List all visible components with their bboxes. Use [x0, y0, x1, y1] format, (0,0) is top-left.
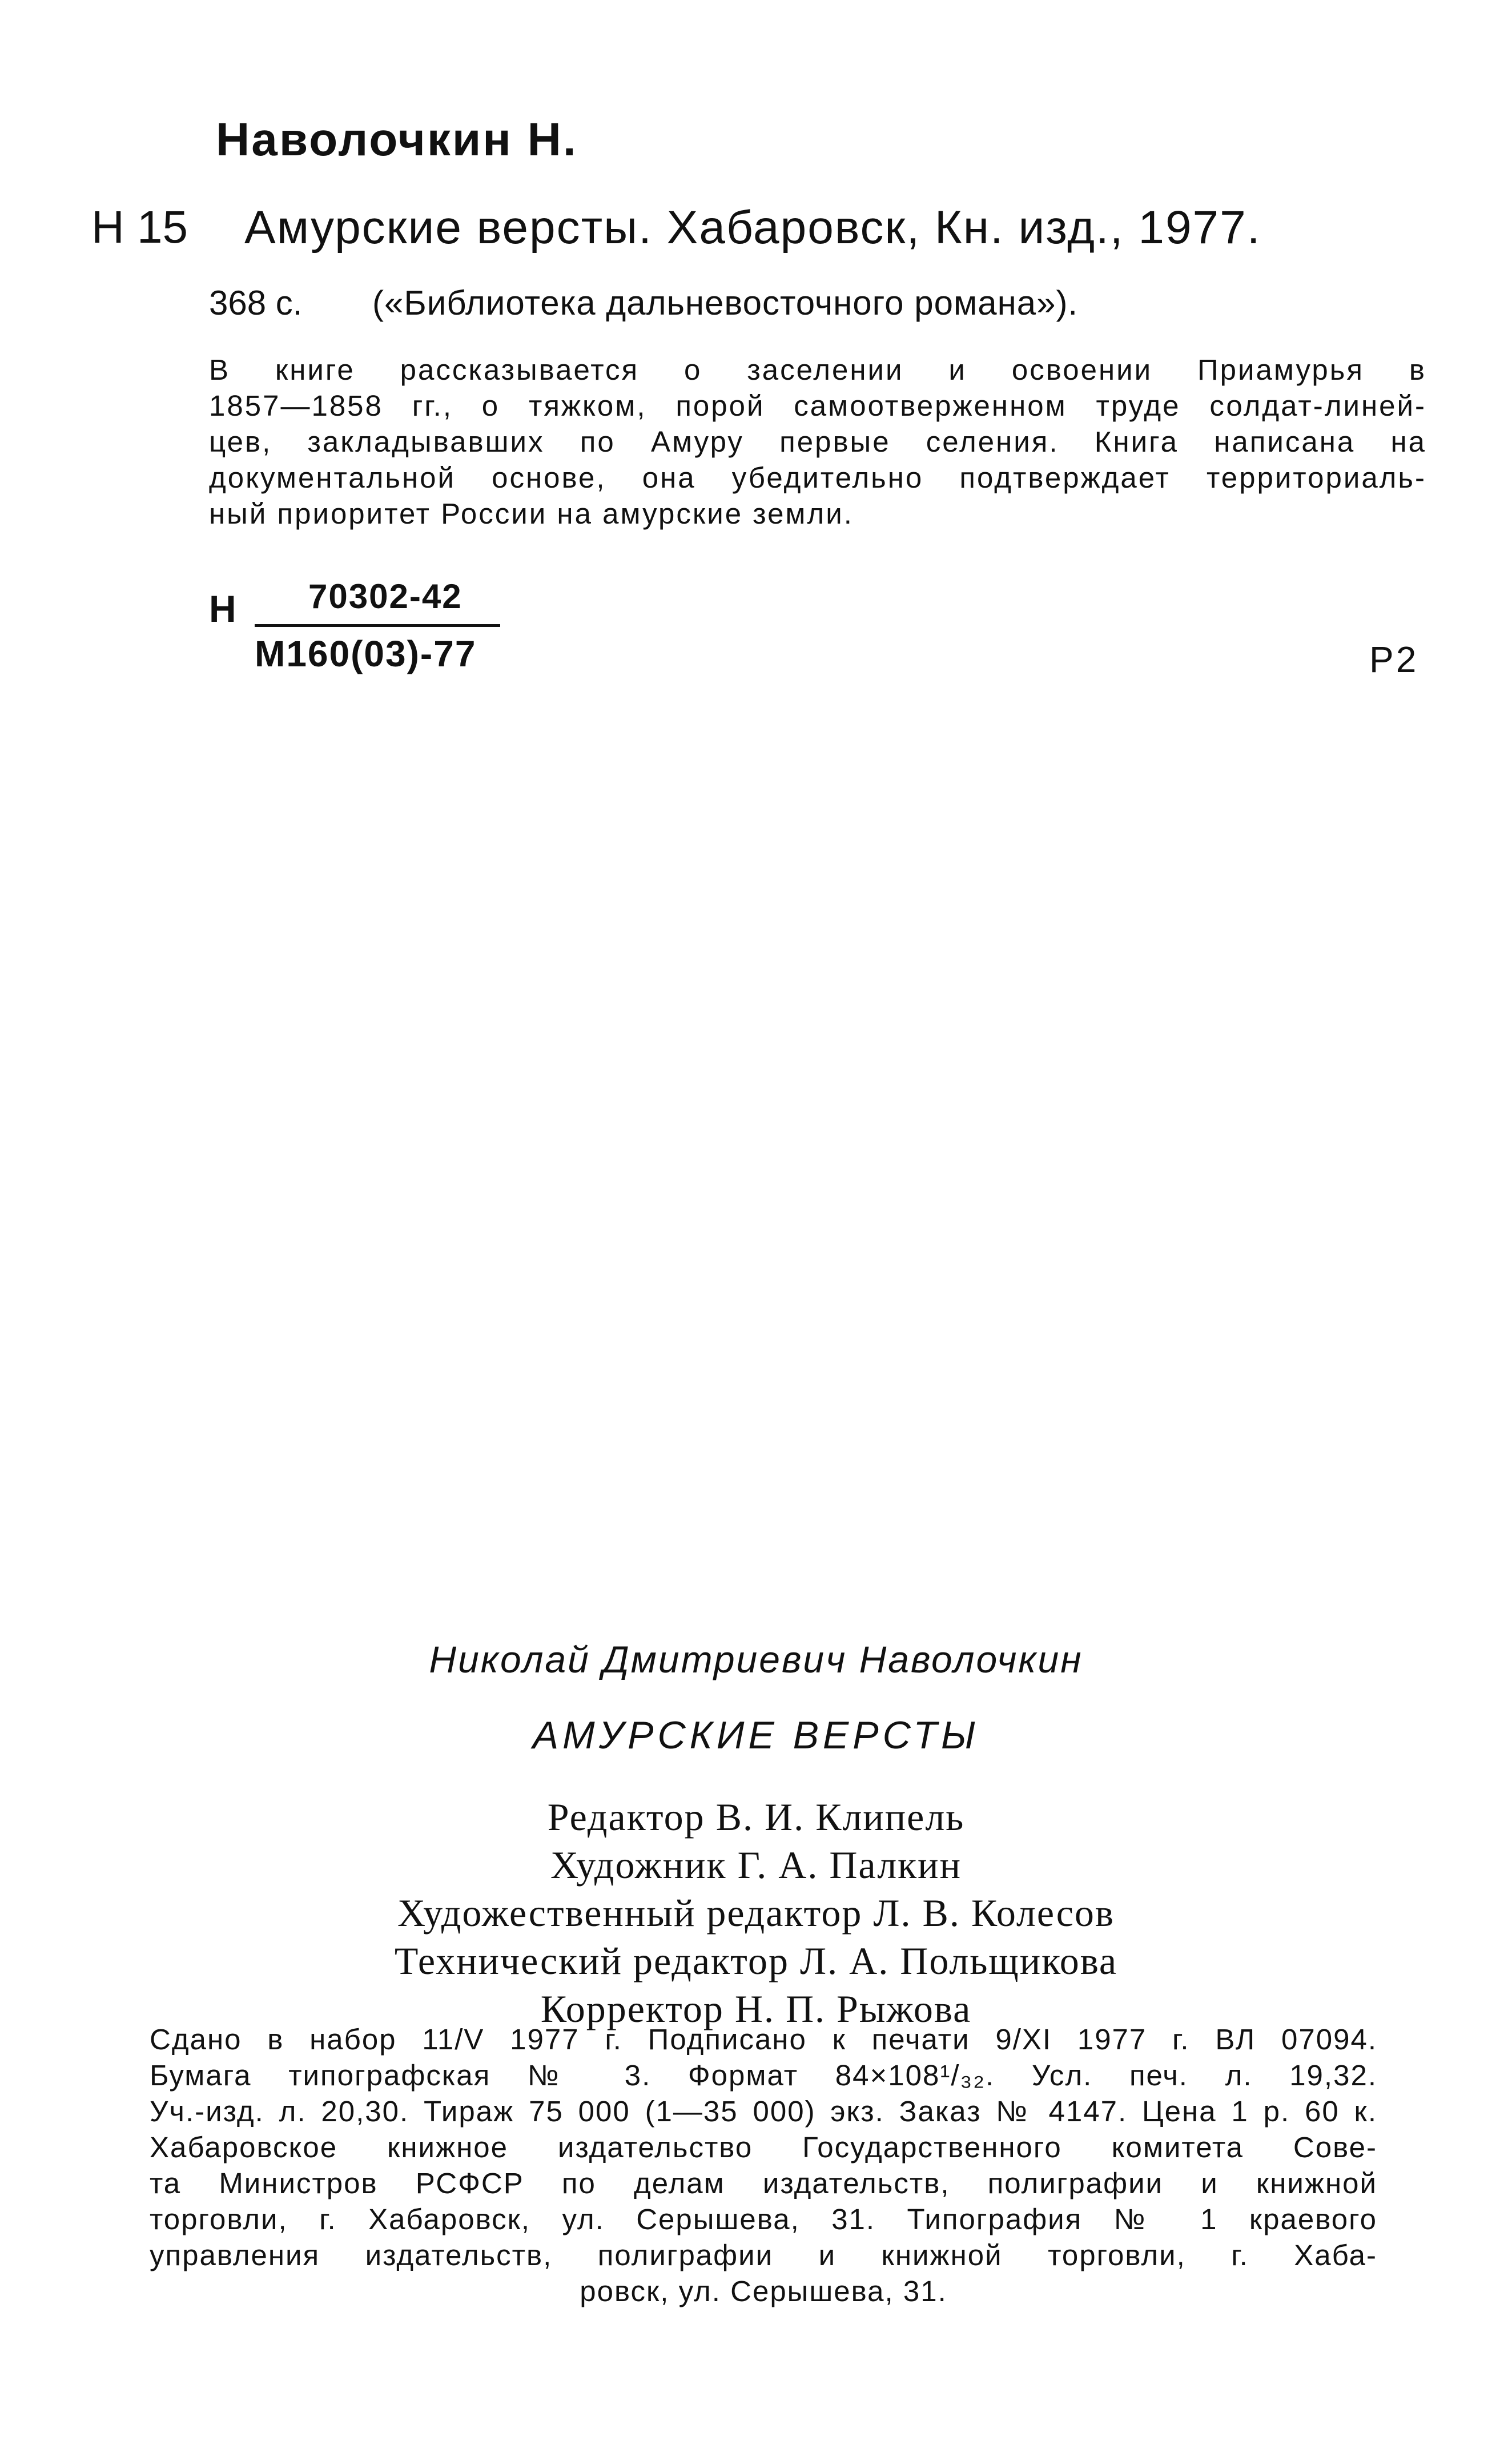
catalog-index: Н 15 [91, 202, 188, 252]
imprint-line: управления издательств, полиграфии и книжной торговли, г. Хаба- [150, 2239, 1377, 2271]
classification-letter: Н [209, 588, 236, 630]
book-title-line: Амурские версты. Хабаровск, Кн. изд., 1977. [244, 202, 1261, 254]
imprint-line: Бумага типографская № 3. Формат 84×108¹/₃₂. Усл. печ. л. 19,32. [150, 2059, 1377, 2092]
bbk-code: Р2 [1369, 639, 1419, 680]
imprint-line: Хабаровское книжное издательство Государственного комитета Сове- [150, 2131, 1377, 2164]
page-count: 368 с. [209, 284, 303, 322]
classification-numerator: 70302-42 [308, 577, 463, 616]
credits-list [0, 1793, 1512, 2033]
colophon-title: АМУРСКИЕ ВЕРСТЫ [532, 1714, 980, 1757]
annotation-line: ный приоритет России на амурские земли. [209, 497, 854, 530]
imprint-line: ровск, ул. Серышева, 31. [580, 2275, 947, 2307]
imprint-line: Сдано в набор 11/V 1977 г. Подписано к печати 9/XI 1977 г. ВЛ 07094. [150, 2023, 1377, 2056]
imprint-line: та Министров РСФСР по делам издательств, полиграфии и книжной [150, 2167, 1377, 2199]
author-full-name: Николай Дмитриевич Наволочкин [429, 1638, 1083, 1680]
series-name: («Библиотека дальневосточного романа»). [372, 284, 1079, 322]
imprint-line: торговли, г. Хабаровск, ул. Серышева, 31. Типография № 1 краевого [150, 2203, 1377, 2235]
imprint-paragraph [150, 2021, 1377, 2309]
classification-denominator: М160(03)-77 [255, 633, 477, 674]
annotation-paragraph [209, 352, 1426, 532]
credit-artist: Художник Г. А. Палкин [550, 1843, 962, 1887]
credit-art-editor: Художественный редактор Л. В. Колесов [397, 1891, 1115, 1935]
author-heading: Наволочкин Н. [216, 114, 578, 166]
annotation-line: 1857—1858 гг., о тяжком, порой самоотверженном труде солдат-линей- [209, 389, 1426, 422]
annotation-line: цев, закладывавших по Амуру первые селения. Книга написана на [209, 425, 1426, 458]
annotation-line: В книге рассказывается о заселении и освоении Приамурья в [209, 353, 1426, 386]
imprint-line: Уч.-изд. л. 20,30. Тираж 75 000 (1—35 000) экз. Заказ № 4147. Цена 1 р. 60 к. [150, 2095, 1377, 2128]
annotation-line: документальной основе, она убедительно подтверждает территориаль- [209, 461, 1426, 494]
credit-proofreader: Корректор Н. П. Рыжова [540, 1987, 972, 2030]
fraction-bar [255, 624, 500, 627]
credit-technical-editor: Технический редактор Л. А. Польщикова [394, 1939, 1118, 1983]
credit-editor: Редактор В. И. Клипель [547, 1795, 965, 1839]
